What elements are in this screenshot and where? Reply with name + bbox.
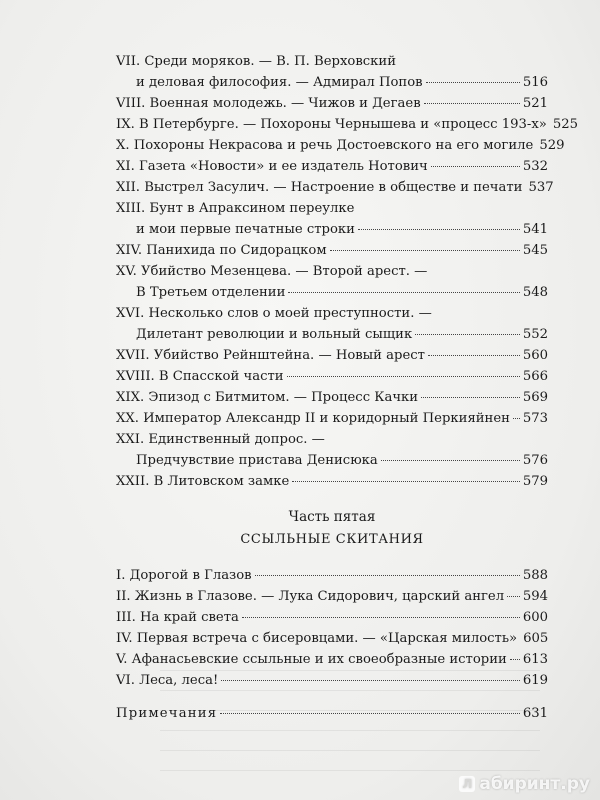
toc-entry-text: XIII. Бунт в Апраксином переулке [116,201,355,216]
labirint-logo-icon: Л [459,776,475,792]
toc-entry [136,73,548,93]
toc-entry [136,451,548,471]
toc-entry [116,262,548,282]
toc-entry-text: XX. Император Александр II и коридорный Перкияйнен [116,411,510,426]
leader-dots [421,397,520,398]
toc-entry [116,472,548,492]
leader-dots [358,229,520,230]
toc-entry-text: XV. Убийство Мезенцева. — Второй арест. — [116,264,428,279]
toc-entry [116,115,579,135]
toc-entry-page: 619 [522,673,548,688]
notes-page: 631 [522,706,548,721]
toc-entry-page: 613 [522,652,548,667]
toc-entry-text: XXI. Единственный допрос. — [116,432,325,447]
toc-entry-text: Дилетант революции и вольный сыщик [136,327,413,342]
toc-entry-text: XXII. В Литовском замке [116,474,290,489]
leader-dots [513,418,520,419]
toc-entry-page: 548 [522,285,548,300]
toc-entry-text: XVI. Несколько слов о моей преступности. — [116,306,432,321]
toc-entry [136,283,548,303]
toc-entry-page: 569 [522,390,548,405]
toc-entry-text: XI. Газета «Новости» и ее издатель Нотович [116,159,428,174]
toc-entry-page: 588 [522,568,548,583]
toc-entry-page: 576 [522,453,548,468]
leader-dots [428,355,520,356]
toc-entry [116,430,548,450]
toc-entry-text: III. На край света [116,610,239,625]
toc-entry-text: В Третьем отделении [136,285,286,300]
toc-entry [116,629,548,649]
watermark [459,774,590,794]
toc-entry [116,409,548,429]
toc-entry [116,608,548,628]
toc-entry-text: Предчувствие пристава Денисюка [136,453,378,468]
toc-entry-page: 573 [522,411,548,426]
toc-entry [116,136,565,156]
toc-entry-text: VII. Среди моряков. — В. П. Верховский [116,54,396,69]
leader-dots [242,617,520,618]
toc-entry [136,220,548,240]
leader-dots [221,680,520,681]
toc-entry-page: 545 [522,243,548,258]
toc-entry-page: 579 [522,474,548,489]
toc-entry-page: 532 [522,159,548,174]
leader-dots [431,166,520,167]
toc-entry-text: XII. Выстрел Засулич. — Настроение в обществе и печати [116,180,523,195]
toc-entry-text: XVIII. В Спасской части [116,369,284,384]
toc-entry [116,587,548,607]
toc-entry [116,388,548,408]
toc-entry-page: 552 [522,327,548,342]
toc-entry [116,157,548,177]
toc-entry-page: 541 [522,222,548,237]
part-title: ССЫЛЬНЫЕ СКИТАНИЯ [240,532,424,547]
toc-entry [116,178,554,198]
toc-entry-page: 516 [522,75,548,90]
toc-entry-text: и мои первые печатные строки [136,222,355,237]
toc-entry [136,325,548,345]
leader-dots [287,376,520,377]
leader-dots [288,292,519,293]
toc-entry-notes [116,704,548,724]
leader-dots [381,460,520,461]
toc-entry-page: 525 [552,117,579,132]
toc-entry-text: VIII. Военная молодежь. — Чижов и Дегаев [116,96,421,111]
toc-entry-page: 529 [539,138,565,153]
toc-entry-text: и деловая философия. — Адмирал Попов [136,75,423,90]
leader-dots [292,481,520,482]
leader-dots [424,103,520,104]
toc-entry-page: 521 [522,96,548,111]
toc-entry [116,94,548,114]
toc-entry-text: XIV. Панихида по Сидорацком [116,243,327,258]
toc-entry [116,367,548,387]
toc-entry [116,241,548,261]
leader-dots [426,82,520,83]
leader-dots [415,334,520,335]
toc-entry [116,304,548,324]
part-label: Часть пятая [288,509,376,525]
toc-entry-text: XIX. Эпизод с Битмитом. — Процесс Качки [116,390,419,405]
toc-entry-text: I. Дорогой в Глазов [116,568,252,583]
toc-entry-text: VI. Леса, леса! [116,673,219,688]
toc-entry-text: IV. Первая встреча с бисеровцами. — «Царская милость» [116,631,518,646]
toc-entry [116,346,548,366]
leader-dots [220,713,520,714]
toc-entry-text: X. Похороны Некрасова и речь Достоевского на его могиле [116,138,534,153]
leader-dots [255,575,520,576]
toc-entry [116,566,548,586]
toc-entry [116,52,548,72]
toc-entry-page: 560 [522,348,548,363]
leader-dots [330,250,520,251]
toc-entry-text: V. Афанасьевские ссыльные и их своеобразные истории [116,652,507,667]
leader-dots [510,659,520,660]
toc-entry-page: 566 [522,369,548,384]
toc-entry [116,671,548,691]
toc-entry-text: II. Жизнь в Глазове. — Лука Сидорович, царский ангел [116,589,505,604]
watermark-text: абиринт.ру [479,774,590,794]
toc-entry [116,650,548,670]
toc-entry-page: 605 [523,631,549,646]
toc-entry-page: 594 [522,589,548,604]
toc-entry-text: IX. В Петербурге. — Похороны Чернышева и «процесс 193-х» [116,117,547,132]
toc-entry-text: XVII. Убийство Рейнштейна. — Новый арест [116,348,425,363]
leader-dots [507,596,520,597]
toc-entry-page: 600 [522,610,548,625]
notes-text: Примечания [116,706,218,721]
toc-entry-page: 537 [528,180,554,195]
toc-entry [116,199,548,219]
